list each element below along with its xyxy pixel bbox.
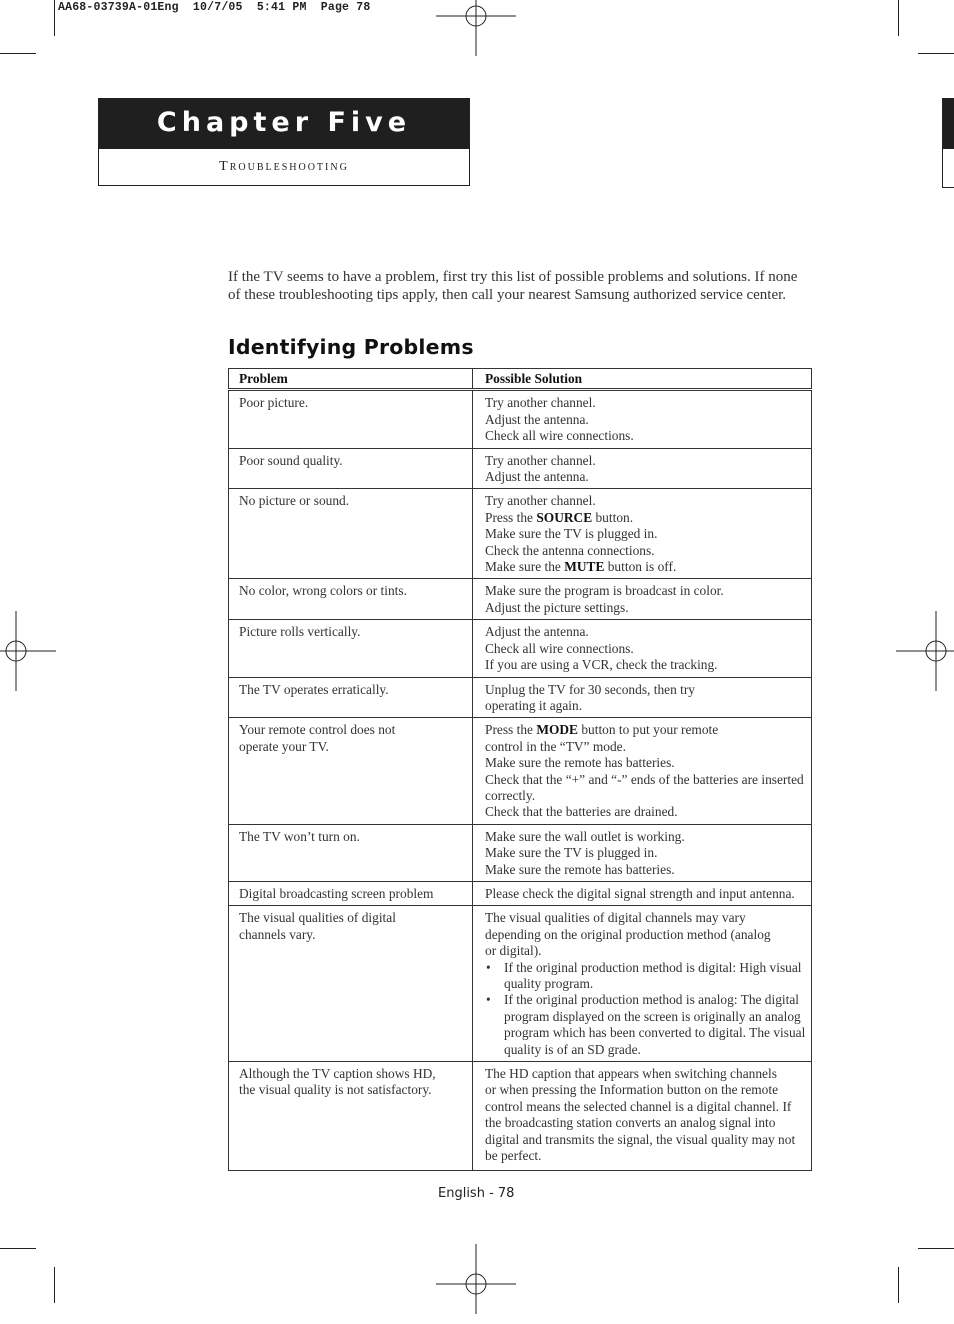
solution-line (485, 1115, 807, 1131)
problem-text: The visual qualities of digital (239, 910, 396, 926)
button-name: SOURCE (536, 509, 593, 525)
solution-cell (473, 489, 812, 579)
solution-text: Adjust the antenna. (485, 469, 589, 485)
solution-cell (473, 620, 812, 677)
solution-text: or when pressing the Information button on the remote (485, 1082, 779, 1098)
table-row (229, 1062, 812, 1171)
column-header-solution: Possible Solution (473, 369, 812, 390)
chapter-tab-marker (942, 98, 954, 188)
solution-line (485, 624, 807, 640)
crop-mark (918, 1248, 954, 1249)
troubleshooting-table (228, 368, 812, 1171)
table-body (229, 390, 812, 1171)
solution-line (485, 1066, 807, 1082)
table-header-row (229, 369, 812, 390)
solution-text: Check the antenna connections. (485, 542, 655, 558)
solution-line (485, 910, 807, 926)
solution-line (485, 755, 807, 771)
problem-text: Poor sound quality. (239, 452, 343, 468)
bullet-text: If the original production method is analog: The digital (504, 992, 800, 1008)
crop-mark (918, 53, 954, 54)
solution-text: control means the selected channel is a digital channel. If (485, 1098, 792, 1114)
button-name: MODE (536, 722, 578, 738)
table-row (229, 489, 812, 579)
solution-line (485, 657, 807, 673)
solution-text: Try another channel. (485, 452, 596, 468)
solution-text: Make sure the wall outlet is working. (485, 828, 685, 844)
solution-line (485, 526, 807, 542)
problem-text: Picture rolls vertically. (239, 624, 361, 640)
solution-line (485, 927, 807, 943)
solution-text: Please check the digital signal strength and input antenna. (485, 885, 795, 901)
registration-mark-icon (436, 1244, 516, 1324)
problem-cell (229, 824, 473, 881)
solution-text: Make sure the remote has batteries. (485, 755, 675, 771)
solution-text: Press the (485, 509, 537, 525)
table-row (229, 448, 812, 489)
crop-mark (898, 0, 899, 36)
crop-mark (0, 53, 36, 54)
solution-text: Check all wire connections. (485, 640, 634, 656)
solution-cell (473, 718, 812, 824)
problem-text: The TV operates erratically. (239, 681, 389, 697)
problem-cell (229, 718, 473, 824)
problem-cell (229, 489, 473, 579)
crop-mark (0, 1248, 36, 1249)
solution-line (485, 583, 807, 599)
solution-line (485, 469, 807, 485)
problem-cell (229, 677, 473, 718)
solution-line (485, 1148, 807, 1164)
problem-cell (229, 906, 473, 1062)
problem-text: Your remote control does not (239, 722, 396, 738)
solution-line (485, 788, 807, 804)
solution-cell (473, 677, 812, 718)
chapter-title: Chapter Five (99, 99, 469, 149)
solution-text: control in the “TV” mode. (485, 738, 626, 754)
problem-text: No color, wrong colors or tints. (239, 583, 407, 599)
problem-cell (229, 1062, 473, 1171)
solution-text: Try another channel. (485, 493, 596, 509)
solution-text: Check all wire connections. (485, 428, 634, 444)
bullet-text: quality program. (504, 976, 594, 991)
problem-text: operate your TV. (239, 738, 329, 754)
registration-mark-icon (896, 611, 954, 691)
solution-text: button. (592, 509, 634, 525)
solution-line (485, 804, 807, 820)
solution-text: Unplug the TV for 30 seconds, then try (485, 681, 696, 697)
solution-text: Make sure the program is broadcast in color. (485, 583, 724, 599)
solution-text: button to put your remote (577, 722, 719, 738)
solution-line (485, 1099, 807, 1115)
solution-line (485, 493, 807, 509)
bullet-text: program which has been converted to digital. The visual (504, 1025, 806, 1041)
bullet-text: If the original production method is digital: High visual (504, 959, 802, 975)
solution-text: digital and transmits the signal, the visual quality may not (485, 1131, 796, 1147)
solution-text: Make sure the (485, 559, 565, 575)
crop-mark (54, 0, 55, 36)
solution-line (485, 845, 807, 861)
problem-cell (229, 881, 473, 905)
solution-line (485, 862, 807, 878)
solution-line (485, 698, 807, 714)
solution-text: operating it again. (485, 697, 583, 713)
chapter-subtitle: Troubleshooting (219, 159, 349, 174)
solution-text: the broadcasting station converts an analog signal into (485, 1115, 776, 1131)
registration-mark-icon (436, 0, 516, 56)
solution-text: Press the (485, 722, 537, 738)
solution-cell (473, 1062, 812, 1171)
problem-text: No picture or sound. (239, 493, 350, 509)
solution-line (485, 395, 807, 411)
solution-cell (473, 906, 812, 1062)
problem-cell (229, 390, 473, 448)
solution-line (485, 559, 807, 575)
solution-line (485, 772, 807, 788)
solution-line (485, 510, 807, 526)
bullet-item (485, 960, 807, 993)
bullet-item (485, 992, 807, 1058)
solution-line (485, 739, 807, 755)
solution-text: or digital). (485, 943, 542, 959)
table-row (229, 881, 812, 905)
page-number: English - 78 (438, 1186, 515, 1201)
table-row (229, 579, 812, 620)
solution-line (485, 428, 807, 444)
crop-mark (54, 1267, 55, 1303)
solution-text: Adjust the antenna. (485, 411, 589, 427)
problem-text: Digital broadcasting screen problem (239, 885, 434, 901)
solution-text: The HD caption that appears when switching channels (485, 1066, 777, 1082)
solution-text: Try another channel. (485, 395, 596, 411)
solution-line (485, 943, 807, 959)
problem-text: The TV won’t turn on. (239, 828, 360, 844)
solution-text: Make sure the TV is plugged in. (485, 526, 658, 542)
solution-line (485, 829, 807, 845)
solution-cell (473, 579, 812, 620)
solution-text: button is off. (604, 559, 677, 575)
solution-line (485, 1132, 807, 1148)
table-row (229, 390, 812, 448)
problem-text: Poor picture. (239, 395, 309, 411)
solution-text: Adjust the picture settings. (485, 599, 629, 615)
bullet-icon: • (486, 959, 491, 975)
solution-cell (473, 448, 812, 489)
problem-text: the visual quality is not satisfactory. (239, 1082, 432, 1098)
solution-line (485, 412, 807, 428)
solution-text: correctly. (485, 787, 536, 803)
registration-mark-icon (0, 611, 56, 691)
print-slug: AA68-03739A-01Eng 10/7/05 5:41 PM Page 78 (58, 1, 371, 14)
solution-text: If you are using a VCR, check the tracking. (485, 657, 718, 673)
problem-text: Although the TV caption shows HD, (239, 1066, 436, 1082)
table-row (229, 620, 812, 677)
solution-cell (473, 881, 812, 905)
solution-line (485, 886, 807, 902)
button-name: MUTE (564, 559, 605, 575)
problem-cell (229, 579, 473, 620)
solution-text: Make sure the remote has batteries. (485, 861, 675, 877)
table-row (229, 824, 812, 881)
solution-text: be perfect. (485, 1148, 542, 1164)
solution-cell (473, 824, 812, 881)
chapter-header (98, 98, 470, 186)
section-title: Identifying Problems (228, 335, 474, 359)
solution-text: Check that the “+” and “-” ends of the batteries are inserted (485, 771, 804, 787)
table-row (229, 906, 812, 1062)
solution-line (485, 600, 807, 616)
column-header-problem: Problem (229, 369, 473, 390)
solution-text: The visual qualities of digital channels may vary (485, 910, 746, 926)
solution-line (485, 453, 807, 469)
intro-paragraph: If the TV seems to have a problem, first try this list of possible problems and solutions. If none of these troubleshooting tips apply, then call your nearest Samsung authorized service center. (228, 269, 798, 303)
solution-line (485, 543, 807, 559)
table-row (229, 677, 812, 718)
solution-text: Make sure the TV is plugged in. (485, 845, 658, 861)
problem-cell (229, 620, 473, 677)
table-row (229, 718, 812, 824)
problem-cell (229, 448, 473, 489)
solution-cell (473, 390, 812, 448)
solution-line (485, 722, 807, 738)
solution-text: Check that the batteries are drained. (485, 804, 678, 820)
bullet-text: quality is of an SD grade. (504, 1041, 641, 1057)
solution-line (485, 682, 807, 698)
solution-text: depending on the original production method (analog (485, 926, 771, 942)
bullet-icon: • (486, 992, 491, 1008)
solution-line (485, 1082, 807, 1098)
bullet-text: program displayed on the screen is originally an analog (504, 1008, 801, 1024)
problem-text: channels vary. (239, 926, 316, 942)
solution-line (485, 641, 807, 657)
solution-text: Adjust the antenna. (485, 624, 589, 640)
crop-mark (898, 1267, 899, 1303)
